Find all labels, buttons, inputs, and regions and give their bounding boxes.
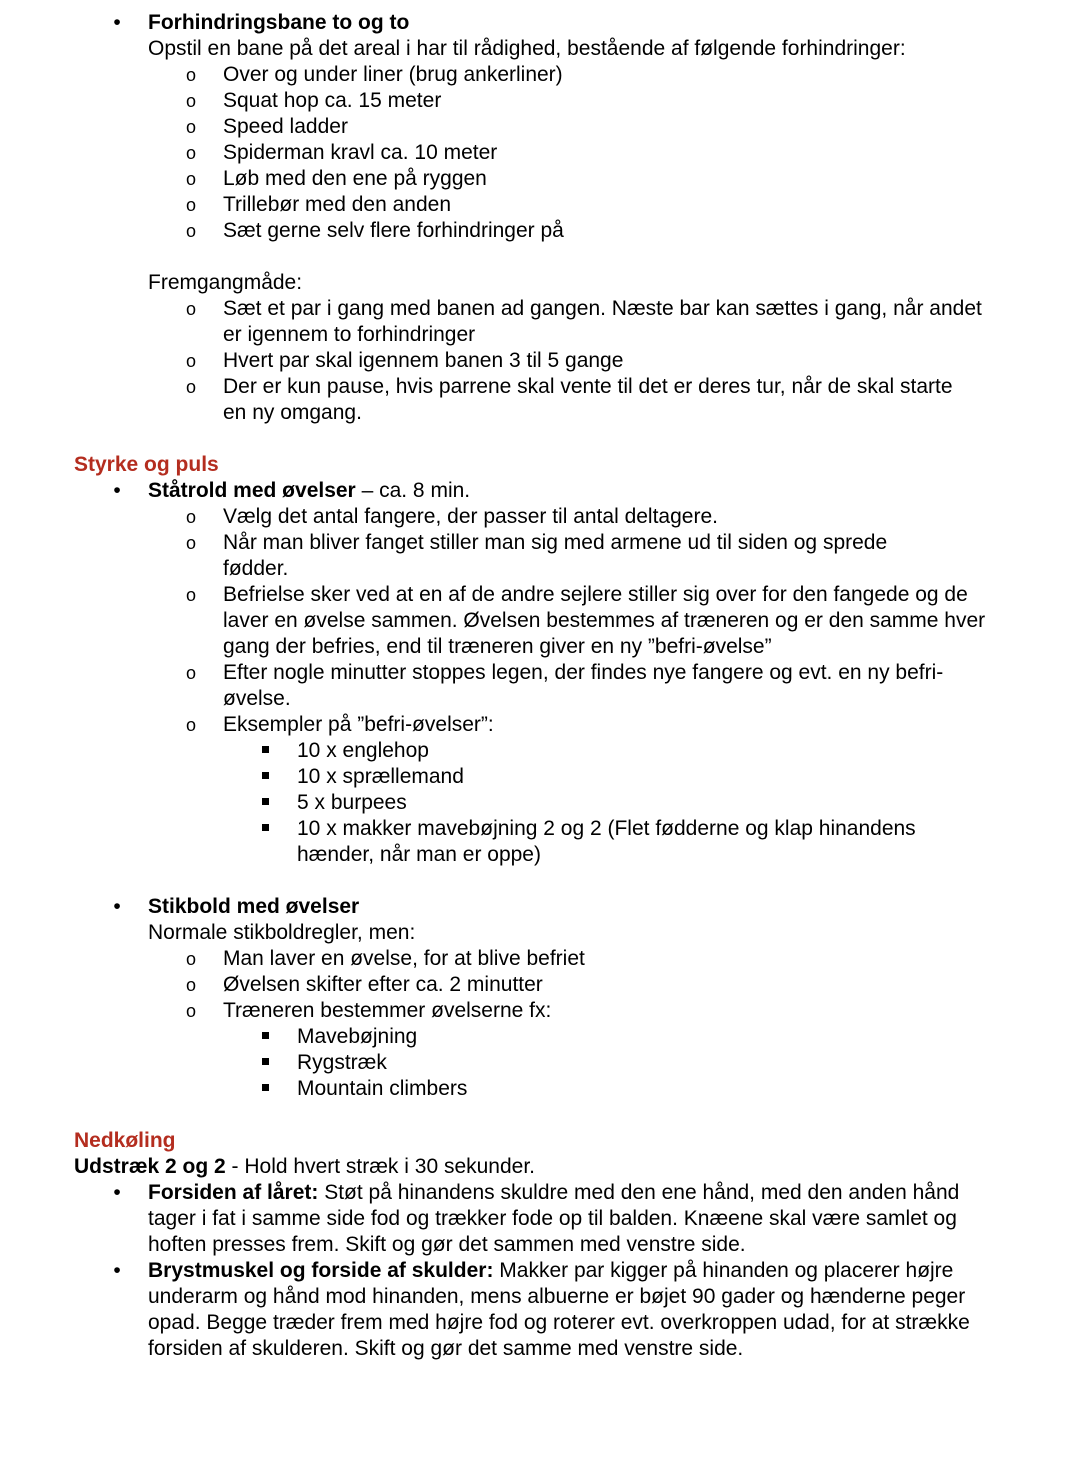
stikbold-intro: Normale stikboldregler, men: xyxy=(148,921,416,944)
circle-bullet-icon: o xyxy=(185,507,196,527)
bullet-icon: • xyxy=(113,479,121,502)
square-bullet-icon xyxy=(258,816,272,842)
circle-bullet-icon: o xyxy=(185,351,196,371)
list-item: o Squat hop ca. 15 meter xyxy=(185,89,442,112)
list-item: Mavebøjning xyxy=(0,1024,1000,1050)
list-item: o Speed ladder xyxy=(185,115,348,138)
bullet-icon: • xyxy=(113,1181,121,1204)
list-item: o Spiderman kravl ca. 10 meter xyxy=(185,141,498,164)
stikbold-item xyxy=(0,894,1000,946)
list-item: 10 x sprællemand xyxy=(0,764,1000,790)
list-item: o Sæt et par i gang med banen ad gangen. Næste bar kan sættes i gang, når andet er igennem to forhindringer xyxy=(185,297,982,346)
square-bullet-icon xyxy=(258,1076,272,1102)
circle-bullet-icon: o xyxy=(185,221,196,241)
list-item: o Eksempler på ”befri-øvelser”: xyxy=(185,713,494,736)
circle-bullet-icon: o xyxy=(185,1001,196,1021)
obstacle-item xyxy=(0,10,1000,62)
circle-bullet-icon: o xyxy=(185,91,196,111)
list-item: o Øvelsen skifter efter ca. 2 minutter xyxy=(185,973,543,996)
list-item: 10 x englehop xyxy=(0,738,1000,764)
square-bullet-icon xyxy=(258,764,272,790)
square-bullet-icon xyxy=(258,790,272,816)
square-bullet-icon xyxy=(258,1024,272,1050)
circle-bullet-icon: o xyxy=(185,195,196,215)
list-item: o Der er kun pause, hvis parrene skal vente til det er deres tur, når de skal starte en ny omgang. xyxy=(185,375,953,424)
list-item: • Brystmuskel og forside af skulder: Makker par kigger på hinanden og placerer højre underarm og hånd mod hinanden, mens albuerne er bøjet 90 gader og hænderne peger opad. Begge træder frem med højre fod og roterer evt. overkroppen udad, for at strække forsiden af skulderen. Skift og gør det samme med venstre side. xyxy=(0,1258,970,1362)
circle-bullet-icon: o xyxy=(185,143,196,163)
list-item: o Trillebør med den anden xyxy=(185,193,452,216)
circle-bullet-icon: o xyxy=(185,377,196,397)
circle-bullet-icon: o xyxy=(185,663,196,683)
list-item: o Over og under liner (brug ankerliner) xyxy=(185,63,563,86)
circle-bullet-icon: o xyxy=(185,715,196,735)
statrold-item xyxy=(0,478,1000,504)
obstacle-title: Forhindringsbane to og to xyxy=(148,11,410,34)
circle-bullet-icon: o xyxy=(185,299,196,319)
list-item: o Befrielse sker ved at en af de andre sejlere stiller sig over for den fangede og de laver en øvelse sammen. Øvelsen bestemmes af træneren og er den samme hver gang der befries, end til træneren giver en ny ”befri-øvelse” xyxy=(185,583,986,658)
bullet-icon: • xyxy=(113,895,121,918)
list-item: Rygstræk xyxy=(0,1050,1000,1076)
bullet-icon: • xyxy=(113,1259,121,1282)
list-item: o Træneren bestemmer øvelserne fx: xyxy=(185,999,552,1022)
section-heading-strength: Styrke og puls xyxy=(74,453,219,476)
circle-bullet-icon: o xyxy=(185,975,196,995)
circle-bullet-icon: o xyxy=(185,117,196,137)
list-item: • Forsiden af låret: Støt på hinandens skuldre med den ene hånd, med den anden hånd tager i fat i samme side fod og trækker fode op til balden. Knæene skal være samlet og hoften presses frem. Skift og gør det sammen med venstre side. xyxy=(0,1180,990,1258)
bullet-icon: • xyxy=(113,11,121,34)
list-item: 5 x burpees xyxy=(0,790,1000,816)
list-item: o Hvert par skal igennem banen 3 til 5 gange xyxy=(185,349,624,372)
list-item: 10 x makker mavebøjning 2 og 2 (Flet fødderne og klap hinandens hænder, når man er oppe) xyxy=(0,816,980,868)
list-item: o Efter nogle minutter stoppes legen, der findes nye fangere og evt. en ny befri-øvelse. xyxy=(185,661,944,710)
statrold-title: Ståtrold med øvelser xyxy=(148,479,356,502)
list-item: o Når man bliver fanget stiller man sig med armene ud til siden og sprede fødder. xyxy=(185,531,888,580)
circle-bullet-icon: o xyxy=(185,585,196,605)
circle-bullet-icon: o xyxy=(185,949,196,969)
section-heading-cooldown: Nedkøling xyxy=(74,1129,176,1152)
list-item: o Løb med den ene på ryggen xyxy=(185,167,487,190)
circle-bullet-icon: o xyxy=(185,533,196,553)
circle-bullet-icon: o xyxy=(185,169,196,189)
obstacle-intro: Opstil en bane på det areal i har til rådighed, bestående af følgende forhindringer: xyxy=(148,37,906,60)
circle-bullet-icon: o xyxy=(185,65,196,85)
square-bullet-icon xyxy=(258,1050,272,1076)
list-item: o Man laver en øvelse, for at blive befriet xyxy=(185,947,585,970)
list-item: Mountain climbers xyxy=(0,1076,1000,1102)
procedure-label: Fremgangmåde: xyxy=(148,271,303,294)
statrold-duration: – ca. 8 min. xyxy=(355,479,471,502)
list-item: o Sæt gerne selv flere forhindringer på xyxy=(185,219,564,242)
list-item: o Vælg det antal fangere, der passer til antal deltagere. xyxy=(185,505,718,528)
square-bullet-icon xyxy=(258,738,272,764)
stikbold-title: Stikbold med øvelser xyxy=(148,895,360,918)
cooldown-intro: Udstræk 2 og 2 - Hold hvert stræk i 30 sekunder. xyxy=(74,1155,536,1178)
